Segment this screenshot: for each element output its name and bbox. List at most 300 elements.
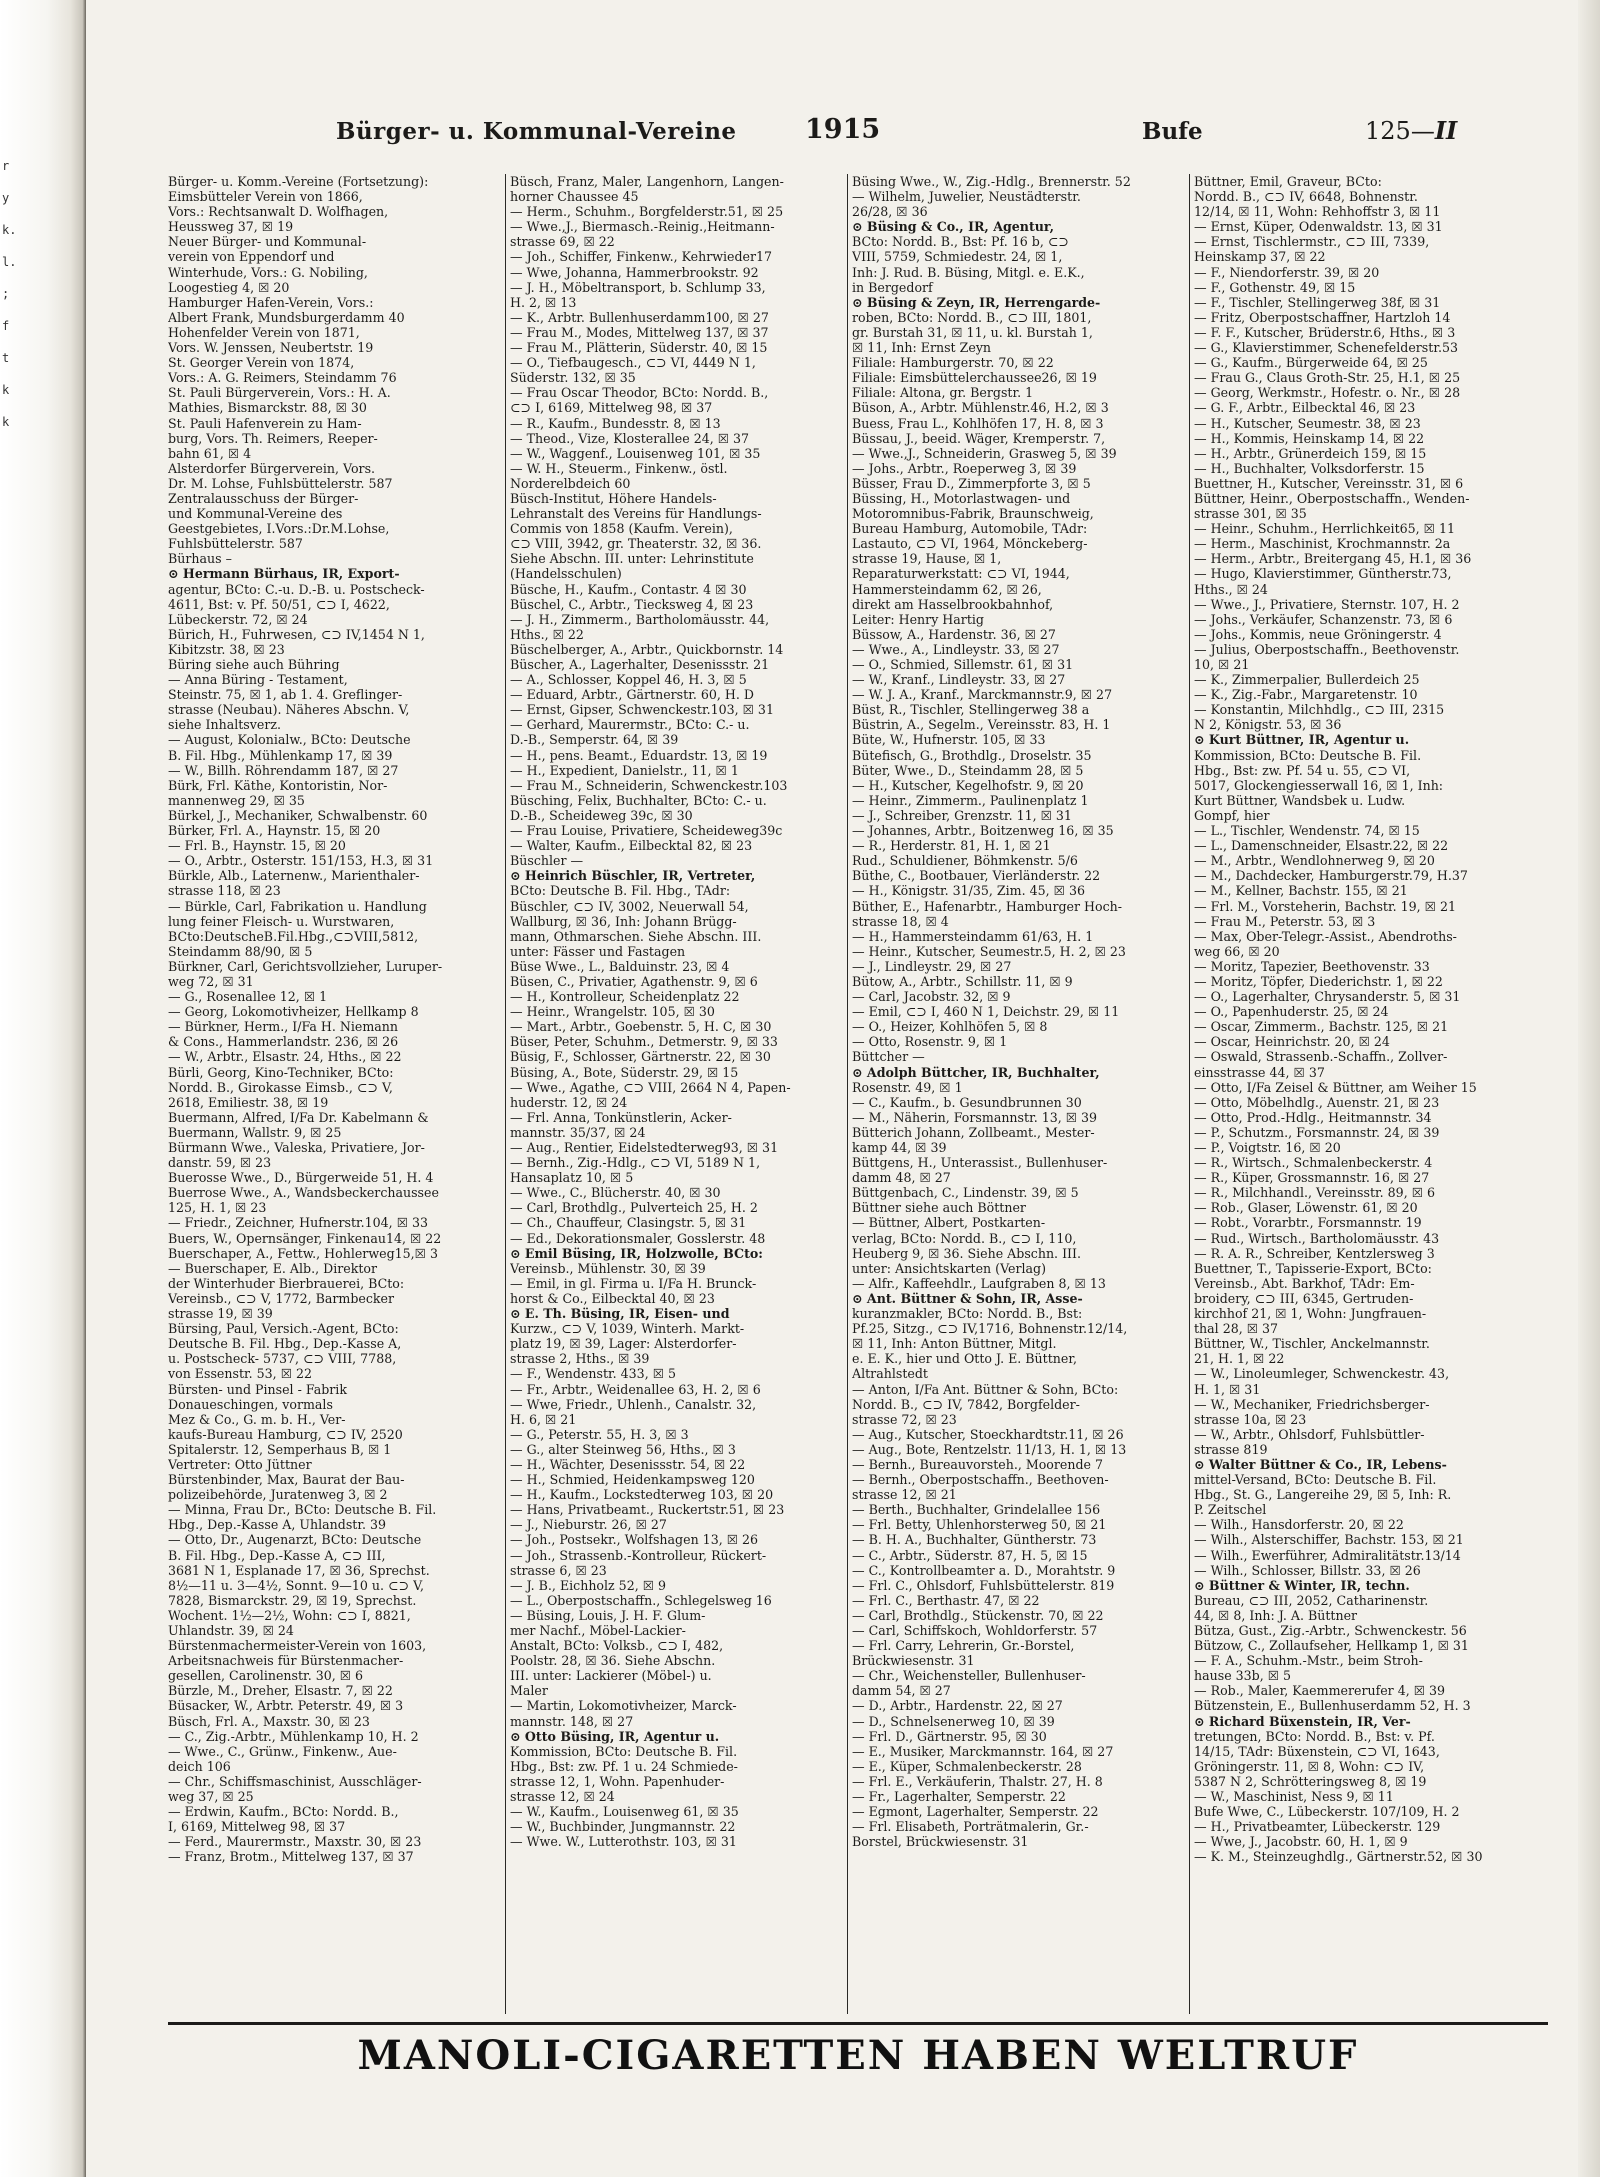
directory-entry-line: Büsser, Frau D., Zimmerpforte 3, ☒ 5	[852, 475, 1091, 491]
directory-entry-line: — Bernh., Oberpostschaffn., Beethoven-	[852, 1472, 1109, 1488]
directory-entry-line: Loogestieg 4, ☒ 20	[168, 279, 290, 295]
directory-entry-line: — M., Arbtr., Wendlohnerweg 9, ☒ 20	[1194, 853, 1435, 869]
directory-entry-line: — Bürkle, Carl, Fabrikation u. Handlung	[168, 898, 427, 914]
directory-entry-line: — K., Zimmerpalier, Bullerdeich 25	[1194, 672, 1420, 688]
directory-entry-line: Buess, Frau L., Kohlhöfen 17, H. 8, ☒ 3	[852, 415, 1104, 431]
directory-entry-line: Kibitzstr. 38, ☒ 23	[168, 641, 285, 657]
page-suffix: II	[1434, 116, 1458, 145]
directory-entry-line: — H., Wächter, Desenissstr. 54, ☒ 22	[510, 1456, 746, 1472]
margin-mark: r	[2, 159, 10, 173]
directory-entry-line: kamp 44, ☒ 39	[852, 1140, 947, 1155]
directory-entry-line: Hamburger Hafen-Verein, Vors.:	[168, 294, 374, 310]
directory-entry-line: Nordd. B., Girokasse Eimsb., ⊂⊃ V,	[168, 1079, 393, 1095]
directory-entry-line: Hbg., Bst: zw. Pf. 1 u. 24 Schmiede-	[510, 1758, 738, 1774]
directory-entry-line: mann, Othmarschen. Siehe Abschn. III.	[510, 928, 762, 944]
directory-entry-line: Kurt Büttner, Wandsbek u. Ludw.	[1194, 792, 1406, 808]
directory-entry-line: Büsacker, W., Arbtr. Peterstr. 49, ☒ 3	[168, 1698, 404, 1714]
directory-entry-line: Büssing, H., Motorlastwagen- und	[852, 490, 1071, 506]
directory-entry-line: mer Nachf., Möbel-Lackier-	[510, 1623, 686, 1638]
directory-entry-line: — Frl. D., Gärtnerstr. 95, ☒ 30	[852, 1728, 1047, 1744]
directory-entry-line: polizeibehörde, Juratenweg 3, ☒ 2	[168, 1487, 388, 1503]
directory-entry-line: — W., Mechaniker, Friedrichsberger-	[1194, 1396, 1430, 1412]
directory-entry-line: Buermann, Alfred, I/Fa Dr. Kabelmann &	[168, 1109, 429, 1125]
directory-entry-line: Uhlandstr. 39, ☒ 24	[168, 1623, 294, 1638]
directory-entry-line: Heussweg 37, ☒ 19	[168, 219, 294, 235]
directory-entry-line: Filiale: Altona, gr. Bergstr. 1	[852, 385, 1034, 401]
directory-entry-line: Mathies, Bismarckstr. 88, ☒ 30	[168, 400, 367, 416]
directory-entry-line: — Joh., Postsekr., Wolfshagen 13, ☒ 26	[510, 1532, 759, 1548]
directory-entry-line: Bureau, ⊂⊃ III, 2052, Catharinenstr.	[1194, 1592, 1429, 1608]
directory-entry-line: B. Fil. Hbg., Dep.-Kasse A, ⊂⊃ III,	[168, 1547, 386, 1563]
directory-entry-line: (Handelsschulen)	[510, 566, 622, 582]
directory-entry-line: — W., Waggenf., Louisenweg 101, ☒ 35	[510, 445, 761, 461]
directory-entry-line: — Wilh., Hansdorferstr. 20, ☒ 22	[1194, 1517, 1404, 1533]
directory-entry-line: — Moritz, Töpfer, Diederichstr. 1, ☒ 22	[1194, 973, 1443, 989]
directory-entry-line: — O., Tiefbaugesch., ⊂⊃ VI, 4449 N 1,	[510, 355, 756, 371]
directory-entry-line: Poolstr. 28, ☒ 36. Siehe Abschn.	[510, 1653, 716, 1669]
directory-entry-line: — Otto, Möbelhdlg., Auenstr. 21, ☒ 23	[1194, 1094, 1440, 1110]
directory-entry-line: — Rob., Maler, Kaemmererufer 4, ☒ 39	[1194, 1683, 1446, 1699]
directory-column-1	[168, 174, 500, 2014]
directory-entry-line: — Aug., Rentier, Eidelstedterweg93, ☒ 31	[510, 1140, 779, 1155]
directory-entry-line: mannstr. 35/37, ☒ 24	[510, 1124, 646, 1140]
directory-entry-line: gesellen, Carolinenstr. 30, ☒ 6	[168, 1668, 364, 1684]
advertisement-banner: MANOLI-CIGARETTEN HABEN WELTRUF	[357, 2032, 1359, 2079]
directory-entry-line: — Egmont, Lagerhalter, Semperstr. 22	[852, 1804, 1099, 1820]
directory-entry-line: 14/15, TAdr: Büxenstein, ⊂⊃ VI, 1643,	[1194, 1743, 1440, 1759]
directory-entry-line: Büttcher —	[852, 1049, 925, 1065]
directory-entry-line: — J. H., Zimmerm., Bartholomäusstr. 44,	[510, 611, 770, 627]
directory-entry-line: — G., alter Steinweg 56, Hths., ☒ 3	[510, 1441, 736, 1457]
directory-entry-line: — J., Nieburstr. 26, ☒ 27	[510, 1517, 667, 1533]
directory-entry-line: H. 1, ☒ 31	[1194, 1381, 1261, 1397]
directory-entry-line: — Theod., Vize, Klosterallee 24, ☒ 37	[510, 430, 750, 446]
directory-entry-line: roben, BCto: Nordd. B., ⊂⊃ III, 1801,	[852, 309, 1092, 325]
margin-mark: k	[2, 415, 10, 429]
directory-entry-line: Filiale: Hamburgerstr. 70, ☒ 22	[852, 355, 1054, 371]
directory-entry-line: 2618, Emiliestr. 38, ☒ 19	[168, 1094, 329, 1110]
directory-entry-line: — Frl. Carry, Lehrerin, Gr.-Borstel,	[852, 1638, 1075, 1654]
header-title: Bürger- u. Kommunal-Vereine	[336, 118, 737, 145]
directory-entry-line: — Erdwin, Kaufm., BCto: Nordd. B.,	[168, 1804, 399, 1820]
directory-entry-line: Siehe Abschn. III. unter: Lehrinstitute	[510, 551, 754, 567]
directory-entry-line: — Frl. C., Ohlsdorf, Fuhlsbüttelerstr. 819	[852, 1577, 1115, 1593]
directory-entry-line: Alsterdorfer Bürgerverein, Vors.	[168, 460, 376, 476]
directory-entry-line: ⊙ Büsing & Zeyn, IR, Herrengarde-	[852, 294, 1101, 310]
directory-entry-line: 5387 N 2, Schrötteringsweg 8, ☒ 19	[1194, 1773, 1427, 1789]
margin-mark: t	[2, 351, 10, 365]
directory-entry-line: u. Postscheck- 5737, ⊂⊃ VIII, 7788,	[168, 1351, 397, 1367]
directory-entry-line: — Anna Büring - Testament,	[168, 672, 348, 688]
directory-entry-line: — H., Buchhalter, Volksdorferstr. 15	[1194, 460, 1425, 476]
directory-entry-line: 26/28, ☒ 36	[852, 204, 928, 220]
directory-entry-line: Gröningerstr. 11, ☒ 8, Wohn: ⊂⊃ IV,	[1194, 1758, 1425, 1774]
directory-entry-line: Gompf, hier	[1194, 807, 1270, 823]
directory-entry-line: Bürli, Georg, Kino-Techniker, BCto:	[168, 1064, 394, 1080]
directory-entry-line: strasse 19, ☒ 39	[168, 1306, 273, 1322]
directory-entry-line: — Georg, Werkmstr., Hofestr. o. Nr., ☒ 28	[1194, 385, 1461, 401]
directory-entry-line: — Ernst, Küper, Odenwaldstr. 13, ☒ 31	[1194, 219, 1443, 235]
directory-entry-line: — W., Billh. Röhrendamm 187, ☒ 27	[168, 762, 399, 778]
directory-entry-line: — Büttner, Albert, Postkarten-	[852, 1215, 1046, 1231]
directory-entry-line: — Walter, Kaufm., Eilbecktal 82, ☒ 23	[510, 838, 753, 854]
directory-entry-line: Vors. W. Jenssen, Neubertstr. 19	[168, 340, 374, 356]
directory-entry-line: — Bernh., Bureauvorsteh., Moorende 7	[852, 1456, 1104, 1472]
directory-entry-line: ☒ 11, Inh: Anton Büttner, Mitgl.	[852, 1336, 1057, 1352]
directory-entry-line: — Carl, Schiffskoch, Wohldorferstr. 57	[852, 1623, 1098, 1638]
directory-entry-line: — R., Kaufm., Bundesstr. 8, ☒ 13	[510, 415, 721, 431]
directory-entry-line: Vereinsb., ⊂⊃ V, 1772, Barmbecker	[168, 1290, 394, 1306]
directory-entry-line: Zentralausschuss der Bürger-	[168, 490, 359, 506]
directory-entry-line: e. E. K., hier und Otto J. E. Büttner,	[852, 1351, 1077, 1367]
directory-entry-line: 12/14, ☒ 11, Wohn: Rehhoffstr 3, ☒ 11	[1194, 204, 1441, 220]
directory-entry-line: Hths., ☒ 24	[1194, 581, 1268, 597]
directory-entry-line: Büttner, Heinr., Oberpostschaffn., Wenden-	[1194, 490, 1470, 506]
directory-entry-line: Büthe, C., Bootbauer, Vierländerstr. 22	[852, 868, 1101, 884]
directory-entry-line: Buers, W., Opernsänger, Finkenau14, ☒ 22	[168, 1230, 442, 1246]
directory-entry-line: — D., Arbtr., Hardenstr. 22, ☒ 27	[852, 1698, 1063, 1714]
directory-entry-line: — L., Tischler, Wendenstr. 74, ☒ 15	[1194, 823, 1420, 839]
directory-entry-line: — Frau Louise, Privatiere, Scheideweg39c	[510, 823, 783, 839]
directory-entry-line: — Johs., Kommis, neue Gröningerstr. 4	[1194, 626, 1442, 642]
directory-entry-line: strasse 72, ☒ 23	[852, 1411, 957, 1427]
directory-entry-line: Nordd. B., ⊂⊃ IV, 6648, Bohnenstr.	[1194, 189, 1418, 205]
directory-entry-line: in Bergedorf	[852, 279, 933, 295]
directory-entry-line: Kommission, BCto: Deutsche B. Fil.	[1194, 747, 1422, 763]
directory-entry-line: — Wilh., Ewerführer, Admiralitätstr.13/14	[1194, 1547, 1461, 1563]
directory-entry-line: — Wwe, Friedr., Uhlenh., Canalstr. 32,	[510, 1396, 757, 1412]
directory-entry-line: Bürich, H., Fuhrwesen, ⊂⊃ IV,1454 N 1,	[168, 626, 425, 642]
directory-entry-line: horner Chaussee 45	[510, 189, 639, 205]
directory-entry-line: — R., Küper, Grossmannstr. 16, ☒ 27	[1194, 1170, 1430, 1186]
directory-entry-line: strasse 69, ☒ 22	[510, 234, 615, 250]
directory-entry-line: Bütow, A., Arbtr., Schillstr. 11, ☒ 9	[852, 973, 1073, 989]
directory-entry-line: Eimsbütteler Verein von 1866,	[168, 189, 363, 205]
directory-entry-line: D.-B., Semperstr. 64, ☒ 39	[510, 732, 679, 748]
directory-entry-line: Arbeitsnachweis für Bürstenmacher-	[168, 1653, 404, 1669]
directory-entry-line: Hansaplatz 10, ☒ 5	[510, 1170, 634, 1186]
directory-entry-line: Kommission, BCto: Deutsche B. Fil.	[510, 1743, 738, 1759]
directory-entry-line: Büschler —	[510, 853, 584, 869]
directory-entry-line: — Fr., Lagerhalter, Semperstr. 22	[852, 1789, 1066, 1805]
directory-entry-line: Büttgens, H., Unterassist., Bullenhuser-	[852, 1155, 1108, 1171]
directory-entry-line: mannstr. 148, ☒ 27	[510, 1713, 634, 1729]
directory-entry-line: strasse 6, ☒ 23	[510, 1562, 607, 1578]
directory-entry-line: Heuberg 9, ☒ 36. Siehe Abschn. III.	[852, 1245, 1081, 1261]
directory-entry-line: 21, H. 1, ☒ 22	[1194, 1351, 1285, 1367]
directory-entry-line: — Frl. Anna, Tonkünstlerin, Acker-	[510, 1109, 732, 1125]
directory-entry-line: strasse 301, ☒ 35	[1194, 506, 1307, 522]
directory-entry-line: — Emil, in gl. Firma u. I/Fa H. Brunck-	[510, 1275, 757, 1291]
directory-entry-line: Buettner, H., Kutscher, Vereinsstr. 31, ☒ 6	[1194, 475, 1464, 491]
directory-entry-line: Buerrose Wwe., A., Wandsbeckerchaussee	[168, 1185, 439, 1201]
directory-entry-line: VIII, 5759, Schmiedestr. 24, ☒ 1,	[852, 249, 1063, 265]
directory-entry-line: — J. H., Möbeltransport, b. Schlump 33,	[510, 279, 766, 295]
page-number: 125	[1365, 117, 1411, 145]
directory-entry-line: — K., Zig.-Fabr., Margaretenstr. 10	[1194, 687, 1418, 703]
directory-entry-line: — Heinr., Wrangelstr. 105, ☒ 30	[510, 1004, 715, 1020]
directory-entry-line: — A., Schlosser, Koppel 46, H. 3, ☒ 5	[510, 672, 747, 688]
directory-entry-line: — Otto, Rosenstr. 9, ☒ 1	[852, 1034, 1008, 1050]
directory-entry-line: Bürstenbinder, Max, Baurat der Bau-	[168, 1472, 405, 1488]
directory-entry-line: 4611, Bst: v. Pf. 50/51, ⊂⊃ I, 4622,	[168, 596, 390, 612]
directory-entry-line: Rosenstr. 49, ☒ 1	[852, 1079, 963, 1095]
directory-entry-line: — Frl. Betty, Uhlenhorsterweg 50, ☒ 21	[852, 1517, 1107, 1533]
directory-entry-line: 7828, Bismarckstr. 29, ☒ 19, Sprechst.	[168, 1592, 417, 1608]
directory-entry-line: — F., Tischler, Stellingerweg 38f, ☒ 31	[1194, 294, 1441, 310]
directory-entry-line: ⊙ Hermann Bürhaus, IR, Export-	[168, 566, 400, 582]
directory-entry-line: — Buerschaper, E. Alb., Direktor	[168, 1260, 378, 1276]
directory-entry-line: I, 6169, Mittelweg 98, ☒ 37	[168, 1819, 346, 1835]
directory-entry-line: — Wilhelm, Juwelier, Neustädterstr.	[852, 189, 1081, 205]
directory-entry-line: — P., Voigtstr. 16, ☒ 20	[1194, 1140, 1341, 1155]
directory-entry-line: — L., Damenschneider, Elsastr.22, ☒ 22	[1194, 838, 1449, 854]
directory-entry-line: ⊙ Ant. Büttner & Sohn, IR, Asse-	[852, 1290, 1083, 1306]
directory-entry-line: BCto: Nordd. B., Bst: Pf. 16 b, ⊂⊃	[852, 234, 1069, 250]
directory-entry-line: — Wwe.,J., Schneiderin, Grasweg 5, ☒ 39	[852, 445, 1117, 461]
directory-entry-line: Bürkner, Carl, Gerichtsvollzieher, Luruper-	[168, 958, 443, 974]
directory-entry-line: — Martin, Lokomotivheizer, Marck-	[510, 1698, 737, 1714]
directory-entry-line: ⊂⊃ I, 6169, Mittelweg 98, ☒ 37	[510, 400, 713, 416]
directory-entry-line: Bufe Wwe, C., Lübeckerstr. 107/109, H. 2	[1194, 1804, 1460, 1820]
directory-entry-line: Dr. M. Lohse, Fuhlsbüttelerstr. 587	[168, 475, 393, 491]
directory-entry-line: ⊙ Walter Büttner & Co., IR, Lebens-	[1194, 1456, 1447, 1472]
directory-entry-line: — Hans, Privatbeamt., Ruckertstr.51, ☒ 23	[510, 1502, 785, 1518]
directory-entry-line: — Gerhard, Maurermstr., BCto: C.- u.	[510, 717, 750, 733]
directory-entry-line: strasse 10a, ☒ 23	[1194, 1411, 1307, 1427]
directory-entry-line: Büson, A., Arbtr. Mühlenstr.46, H.2, ☒ 3	[852, 400, 1109, 416]
directory-entry-line: BCto:DeutscheB.Fil.Hbg.,⊂⊃VIII,5812,	[168, 928, 419, 944]
directory-entry-line: — Wwe., Agathe, ⊂⊃ VIII, 2664 N 4, Papen-	[510, 1079, 791, 1095]
directory-entry-line: 10, ☒ 21	[1194, 657, 1250, 672]
directory-entry-line: — Moritz, Tapezier, Beethovenstr. 33	[1194, 958, 1430, 974]
directory-entry-line: — J. B., Eichholz 52, ☒ 9	[510, 1577, 667, 1593]
directory-entry-line: strasse 2, Hths., ☒ 39	[510, 1351, 650, 1367]
directory-entry-line: Bürzle, M., Dreher, Elsastr. 7, ☒ 22	[168, 1683, 393, 1699]
directory-entry-line: Bürker, Frl. A., Haynstr. 15, ☒ 20	[168, 823, 381, 839]
directory-entry-line: hause 33b, ☒ 5	[1194, 1668, 1292, 1684]
directory-page	[168, 110, 1548, 2079]
directory-entry-line: — Wilh., Schlosser, Billstr. 33, ☒ 26	[1194, 1562, 1421, 1578]
directory-entry-line: Büse Wwe., L., Balduinstr. 23, ☒ 4	[510, 958, 730, 974]
directory-entry-line: ⊙ Otto Büsing, IR, Agentur u.	[510, 1728, 720, 1744]
directory-entry-line: — Ed., Dekorationsmaler, Gosslerstr. 48	[510, 1230, 766, 1246]
binding-margin-marks	[2, 150, 16, 438]
directory-entry-line: — O., Lagerhalter, Chrysanderstr. 5, ☒ 31	[1194, 989, 1461, 1005]
directory-entry-line: — Frau G., Claus Groth-Str. 25, H.1, ☒ 25	[1194, 370, 1461, 386]
directory-entry-line: — Oscar, Heinrichstr. 20, ☒ 24	[1194, 1034, 1390, 1050]
directory-entry-line: Büstrin, A., Segelm., Vereinsstr. 83, H. 1	[852, 717, 1111, 733]
directory-entry-line: Steindamm 88/90, ☒ 5	[168, 943, 313, 959]
directory-entry-line: N 2, Königstr. 53, ☒ 36	[1194, 717, 1342, 733]
directory-entry-line: Mez & Co., G. m. b. H., Ver-	[168, 1411, 346, 1427]
directory-entry-line: — R., Herderstr. 81, H. 1, ☒ 21	[852, 838, 1051, 854]
directory-entry-line: Fuhlsbüttelerstr. 587	[168, 536, 303, 552]
directory-entry-line: damm 54, ☒ 27	[852, 1683, 951, 1699]
margin-mark: ;	[2, 287, 10, 301]
directory-entry-line: — Friedr., Zeichner, Hufnerstr.104, ☒ 33	[168, 1215, 429, 1231]
directory-entry-line: — Herm., Arbtr., Breitergang 45, H.1, ☒ 36	[1194, 551, 1472, 567]
directory-entry-line: — C., Zig.-Arbtr., Mühlenkamp 10, H. 2	[168, 1728, 419, 1744]
directory-entry-line: Donaueschingen, vormals	[168, 1396, 333, 1412]
directory-entry-line: Bütterich Johann, Zollbeamt., Mester-	[852, 1124, 1095, 1140]
directory-entry-line: — Konstantin, Milchhdlg., ⊂⊃ III, 2315	[1194, 702, 1445, 718]
directory-entry-line: Reparaturwerkstatt: ⊂⊃ VI, 1944,	[852, 566, 1070, 582]
directory-entry-line: Lübeckerstr. 72, ☒ 24	[168, 611, 308, 627]
directory-entry-line: Bürger- u. Komm.-Vereine (Fortsetzung):	[168, 174, 429, 189]
directory-entry-line: — H., Kutscher, Seumestr. 38, ☒ 23	[1194, 415, 1421, 431]
directory-entry-line: Bütefisch, G., Brothdlg., Droselstr. 35	[852, 747, 1092, 763]
directory-entry-line: — C., Arbtr., Süderstr. 87, H. 5, ☒ 15	[852, 1547, 1088, 1563]
directory-entry-line: ⊙ Emil Büsing, IR, Holzwolle, BCto:	[510, 1245, 763, 1261]
directory-entry-line: ⊙ Richard Büxenstein, IR, Ver-	[1194, 1713, 1411, 1729]
directory-entry-line: weg 66, ☒ 20	[1194, 943, 1280, 959]
directory-entry-line: Lastauto, ⊂⊃ VI, 1964, Mönckeberg-	[852, 536, 1088, 552]
directory-entry-line: — Emil, ⊂⊃ I, 460 N 1, Deichstr. 29, ☒ 11	[852, 1004, 1120, 1020]
directory-entry-line: tretungen, BCto: Nordd. B., Bst: v. Pf.	[1194, 1728, 1435, 1744]
directory-entry-line: — R., Wirtsch., Schmalenbeckerstr. 4	[1194, 1155, 1433, 1171]
directory-entry-line: — Herm., Maschinist, Krochmannstr. 2a	[1194, 536, 1451, 552]
directory-entry-line: — Frl. Elisabeth, Porträtmalerin, Gr.-	[852, 1819, 1089, 1835]
directory-entry-line: ⊙ Büttner & Winter, IR, techn.	[1194, 1577, 1410, 1593]
directory-entry-line: einsstrasse 44, ☒ 37	[1194, 1064, 1325, 1080]
directory-entry-line: — E., Küper, Schmalenbeckerstr. 28	[852, 1758, 1082, 1774]
directory-entry-line: — Wwe, Johanna, Hammerbrookstr. 92	[510, 264, 759, 280]
directory-entry-line: Bürkel, J., Mechaniker, Schwalbenstr. 60	[168, 807, 428, 823]
directory-entry-line: platz 19, ☒ 39, Lager: Alsterdorfer-	[510, 1336, 737, 1352]
directory-entry-line: — Hugo, Klavierstimmer, Güntherstr.73,	[1194, 566, 1452, 582]
directory-entry-line: Vors.: Rechtsanwalt D. Wolfhagen,	[168, 204, 389, 220]
margin-mark: l.	[2, 255, 17, 269]
directory-entry-line: — W., Arbtr., Elsastr. 24, Hths., ☒ 22	[168, 1049, 402, 1065]
directory-entry-line: — Georg, Lokomotivheizer, Hellkamp 8	[168, 1004, 419, 1020]
directory-entry-line: — Frl. C., Berthastr. 47, ☒ 22	[852, 1592, 1040, 1608]
directory-entry-line: Deutsche B. Fil. Hbg., Dep.-Kasse A,	[168, 1336, 402, 1352]
directory-entry-line: — August, Kolonialw., BCto: Deutsche	[168, 732, 411, 748]
directory-entry-line: — H., Kommis, Heinskamp 14, ☒ 22	[1194, 430, 1425, 446]
directory-entry-line: III. unter: Lackierer (Möbel-) u.	[510, 1668, 712, 1684]
directory-entry-line: — Frl. E., Verkäuferin, Thalstr. 27, H. 8	[852, 1773, 1103, 1789]
directory-entry-line: Bützenstein, E., Bullenhuserdamm 52, H. 3	[1194, 1698, 1471, 1714]
directory-entry-line: — Robt., Vorarbtr., Forsmannstr. 19	[1194, 1215, 1422, 1231]
running-header	[168, 110, 1548, 152]
directory-columns	[168, 174, 1548, 2014]
directory-entry-line: Hohenfelder Verein von 1871,	[168, 324, 360, 340]
directory-entry-line: — G. F., Arbtr., Eilbecktal 46, ☒ 23	[1194, 400, 1416, 416]
margin-mark: k	[2, 383, 10, 397]
directory-entry-line: ☒ 11, Inh: Ernst Zeyn	[852, 340, 992, 356]
directory-entry-line: — Carl, Jacobstr. 32, ☒ 9	[852, 989, 1011, 1005]
directory-entry-line: B. Fil. Hbg., Mühlenkamp 17, ☒ 39	[168, 747, 393, 763]
directory-entry-line: St. Georger Verein von 1874,	[168, 355, 355, 371]
directory-entry-line: Vors.: A. G. Reimers, Steindamm 76	[168, 370, 397, 386]
directory-entry-line: Brückwiesenstr. 31	[852, 1653, 975, 1669]
directory-entry-line: thal 28, ☒ 37	[1194, 1321, 1279, 1337]
directory-entry-line: — P., Schutzm., Forsmannstr. 24, ☒ 39	[1194, 1124, 1440, 1140]
directory-entry-line: — Chr., Schiffsmaschinist, Ausschläger-	[168, 1773, 422, 1789]
directory-entry-line: Inh: J. Rud. B. Büsing, Mitgl. e. E.K.,	[852, 264, 1085, 280]
directory-entry-line: Büring siehe auch Bühring	[168, 657, 340, 672]
directory-entry-line: danstr. 59, ☒ 23	[168, 1155, 272, 1171]
directory-entry-line: — H., Königstr. 31/35, Zim. 45, ☒ 36	[852, 883, 1085, 899]
directory-entry-line: — Berth., Buchhalter, Grindelallee 156	[852, 1502, 1101, 1518]
directory-entry-line: Büsing, A., Bote, Süderstr. 29, ☒ 15	[510, 1064, 739, 1080]
directory-entry-line: Bürsten- und Pinsel - Fabrik	[168, 1381, 347, 1397]
margin-mark: k.	[2, 223, 17, 237]
directory-entry-line: Buermann, Wallstr. 9, ☒ 25	[168, 1124, 342, 1140]
directory-entry-line: — Heinr., Kutscher, Seumestr.5, H. 2, ☒ 23	[852, 943, 1126, 959]
directory-entry-line: deich 106	[168, 1758, 231, 1774]
directory-entry-line: — Carl, Brothdlg., Pulverteich 25, H. 2	[510, 1200, 758, 1216]
directory-entry-line: Vertreter: Otto Jüttner	[168, 1456, 312, 1472]
directory-entry-line: — Ferd., Maurermstr., Maxstr. 30, ☒ 23	[168, 1834, 422, 1850]
directory-entry-line: — W., Buchbinder, Jungmannstr. 22	[510, 1819, 736, 1835]
directory-entry-line: — Ernst, Gipser, Schwenckestr.103, ☒ 31	[510, 702, 774, 718]
directory-entry-line: Büsching, Felix, Buchhalter, BCto: C.- u.	[510, 792, 767, 808]
directory-entry-line: — K., Arbtr. Bullenhuserdamm100, ☒ 27	[510, 309, 769, 325]
directory-entry-line: Buerschaper, A., Fettw., Hohlerweg15,☒ 3	[168, 1245, 438, 1261]
directory-entry-line: — F., Niendorferstr. 39, ☒ 20	[1194, 264, 1380, 280]
directory-entry-line: — H., Schmied, Heidenkampsweg 120	[510, 1472, 755, 1488]
directory-entry-line: strasse 12, ☒ 21	[852, 1487, 957, 1503]
directory-entry-line: — Wwe. W., Lutterothstr. 103, ☒ 31	[510, 1834, 737, 1850]
footer-rule	[168, 2022, 1548, 2025]
directory-entry-line: Büttner, Emil, Graveur, BCto:	[1194, 174, 1382, 189]
directory-entry-line: damm 48, ☒ 27	[852, 1170, 951, 1186]
directory-entry-line: — H., pens. Beamt., Eduardstr. 13, ☒ 19	[510, 747, 768, 763]
directory-entry-line: — G., Klavierstimmer, Schenefelderstr.53	[1194, 340, 1458, 356]
directory-entry-line: ⊙ Adolph Büttcher, IR, Buchhalter,	[852, 1064, 1100, 1080]
margin-mark: y	[2, 191, 10, 205]
directory-entry-line: — Joh., Strassenb.-Kontrolleur, Rückert-	[510, 1547, 767, 1563]
directory-entry-line: Kurzw., ⊂⊃ V, 1039, Winterh. Markt-	[510, 1321, 745, 1337]
directory-entry-line: — W., Kaufm., Louisenweg 61, ☒ 35	[510, 1804, 739, 1820]
directory-entry-line: — Eduard, Arbtr., Gärtnerstr. 60, H. D	[510, 687, 754, 703]
directory-entry-line: — Fritz, Oberpostschaffner, Hartzloh 14	[1194, 309, 1451, 325]
directory-entry-line: H. 6, ☒ 21	[510, 1411, 577, 1427]
directory-entry-line: St. Pauli Hafenverein zu Ham-	[168, 415, 362, 431]
directory-entry-line: bahn 61, ☒ 4	[168, 445, 252, 461]
directory-entry-line: — Rob., Glaser, Löwenstr. 61, ☒ 20	[1194, 1200, 1418, 1216]
directory-entry-line: Buerosse Wwe., D., Bürgerweide 51, H. 4	[168, 1170, 434, 1186]
directory-entry-line: lung feiner Fleisch- u. Wurstwaren,	[168, 913, 395, 929]
directory-entry-line: Vereinsb., Mühlenstr. 30, ☒ 39	[510, 1260, 706, 1276]
directory-entry-line: Büssau, J., beeid. Wäger, Kremperstr. 7,	[852, 430, 1106, 446]
directory-entry-line: ⊙ E. Th. Büsing, IR, Eisen- und	[510, 1306, 730, 1322]
directory-entry-line: Büther, E., Hafenarbtr., Hamburger Hoch-	[852, 898, 1122, 914]
directory-entry-line: Pf.25, Sitzg., ⊂⊃ IV,1716, Bohnenstr.12/14,	[852, 1321, 1128, 1337]
directory-entry-line: Leiter: Henry Hartig	[852, 611, 984, 627]
directory-entry-line: — Minna, Frau Dr., BCto: Deutsche B. Fil.	[168, 1502, 437, 1518]
directory-entry-line: — Fr., Arbtr., Weidenallee 63, H. 2, ☒ 6	[510, 1381, 761, 1397]
directory-entry-line: mittel-Versand, BCto: Deutsche B. Fil.	[1194, 1472, 1437, 1488]
directory-entry-line: Geestgebietes, I.Vors.:Dr.M.Lohse,	[168, 521, 390, 537]
directory-entry-line: & Cons., Hammerlandstr. 236, ☒ 26	[168, 1034, 399, 1050]
directory-entry-line: — Johs., Verkäufer, Schanzenstr. 73, ☒ 6	[1194, 611, 1453, 627]
directory-entry-line: Büser, Peter, Schuhm., Detmerstr. 9, ☒ 33	[510, 1034, 778, 1050]
directory-entry-line: Norderelbdeich 60	[510, 475, 631, 491]
header-year: 1915	[805, 114, 881, 145]
directory-entry-line: — Wwe.,J., Biermasch.-Reinig.,Heitmann-	[510, 219, 775, 235]
directory-entry-line: kuranzmakler, BCto: Nordd. B., Bst:	[852, 1306, 1083, 1322]
directory-column-4	[1194, 174, 1526, 2014]
directory-entry-line: — Herm., Schuhm., Borgfelderstr.51, ☒ 25	[510, 204, 784, 220]
directory-entry-line: gr. Burstah 31, ☒ 11, u. kl. Burstah 1,	[852, 324, 1093, 340]
directory-entry-line: Büsch, Frl. A., Maxstr. 30, ☒ 23	[168, 1713, 370, 1729]
directory-entry-line: Süderstr. 132, ☒ 35	[510, 370, 636, 386]
directory-entry-line: ⊂⊃ VIII, 3942, gr. Theaterstr. 32, ☒ 36.	[510, 536, 762, 552]
directory-entry-line: der Winterhuder Bierbrauerei, BCto:	[168, 1275, 405, 1291]
